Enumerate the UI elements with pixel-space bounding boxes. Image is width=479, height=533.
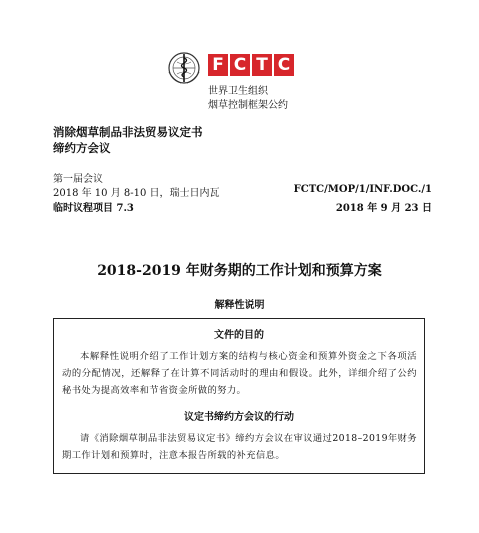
section-heading-action: 议定书缔约方会议的行动 bbox=[184, 412, 294, 423]
org-name-line2: 烟草控制框架公约 bbox=[208, 100, 288, 111]
agenda-item: 临时议程项目 7.3 bbox=[53, 203, 134, 214]
fctc-logo-letter: C bbox=[230, 54, 250, 76]
section-heading-purpose: 文件的目的 bbox=[214, 330, 264, 341]
protocol-title-line1: 消除烟草制品非法贸易议定书 bbox=[53, 125, 203, 139]
section-text-purpose: 本解释性说明介绍了工作计划方案的结构与核心资金和预算外资金之下各项活动的分配情况，还解释了在计算不同活动时的理由和假设。此外，详细介绍了公约秘书处为提高效率和节省资金所做的努力。 bbox=[62, 351, 417, 396]
document-title: 2018-2019 年财务期的工作计划和预算方案 bbox=[97, 263, 382, 279]
who-emblem-icon bbox=[166, 50, 202, 86]
fctc-logo-letter: C bbox=[274, 54, 294, 76]
document-date: 2018 年 9 月 23 日 bbox=[335, 203, 432, 214]
protocol-title-line2: 缔约方会议 bbox=[53, 141, 111, 155]
document-symbol: FCTC/MOP/1/INF.DOC./1 bbox=[293, 184, 432, 195]
section-text-action: 请《消除烟草制品非法贸易议定书》缔约方会议在审议通过2018–2019年财务期工作计划和预算时，注意本报告所载的补充信息。 bbox=[62, 433, 417, 461]
fctc-logo-letter: F bbox=[208, 54, 228, 76]
meeting-date-place: 2018 年 10 月 8-10 日，瑞士日内瓦 bbox=[53, 188, 220, 199]
fctc-logo bbox=[208, 54, 294, 76]
document-subtitle: 解释性说明 bbox=[214, 300, 265, 311]
session-label: 第一届会议 bbox=[53, 174, 103, 185]
fctc-logo-letter: T bbox=[252, 54, 272, 76]
org-name-line1: 世界卫生组织 bbox=[208, 86, 268, 97]
